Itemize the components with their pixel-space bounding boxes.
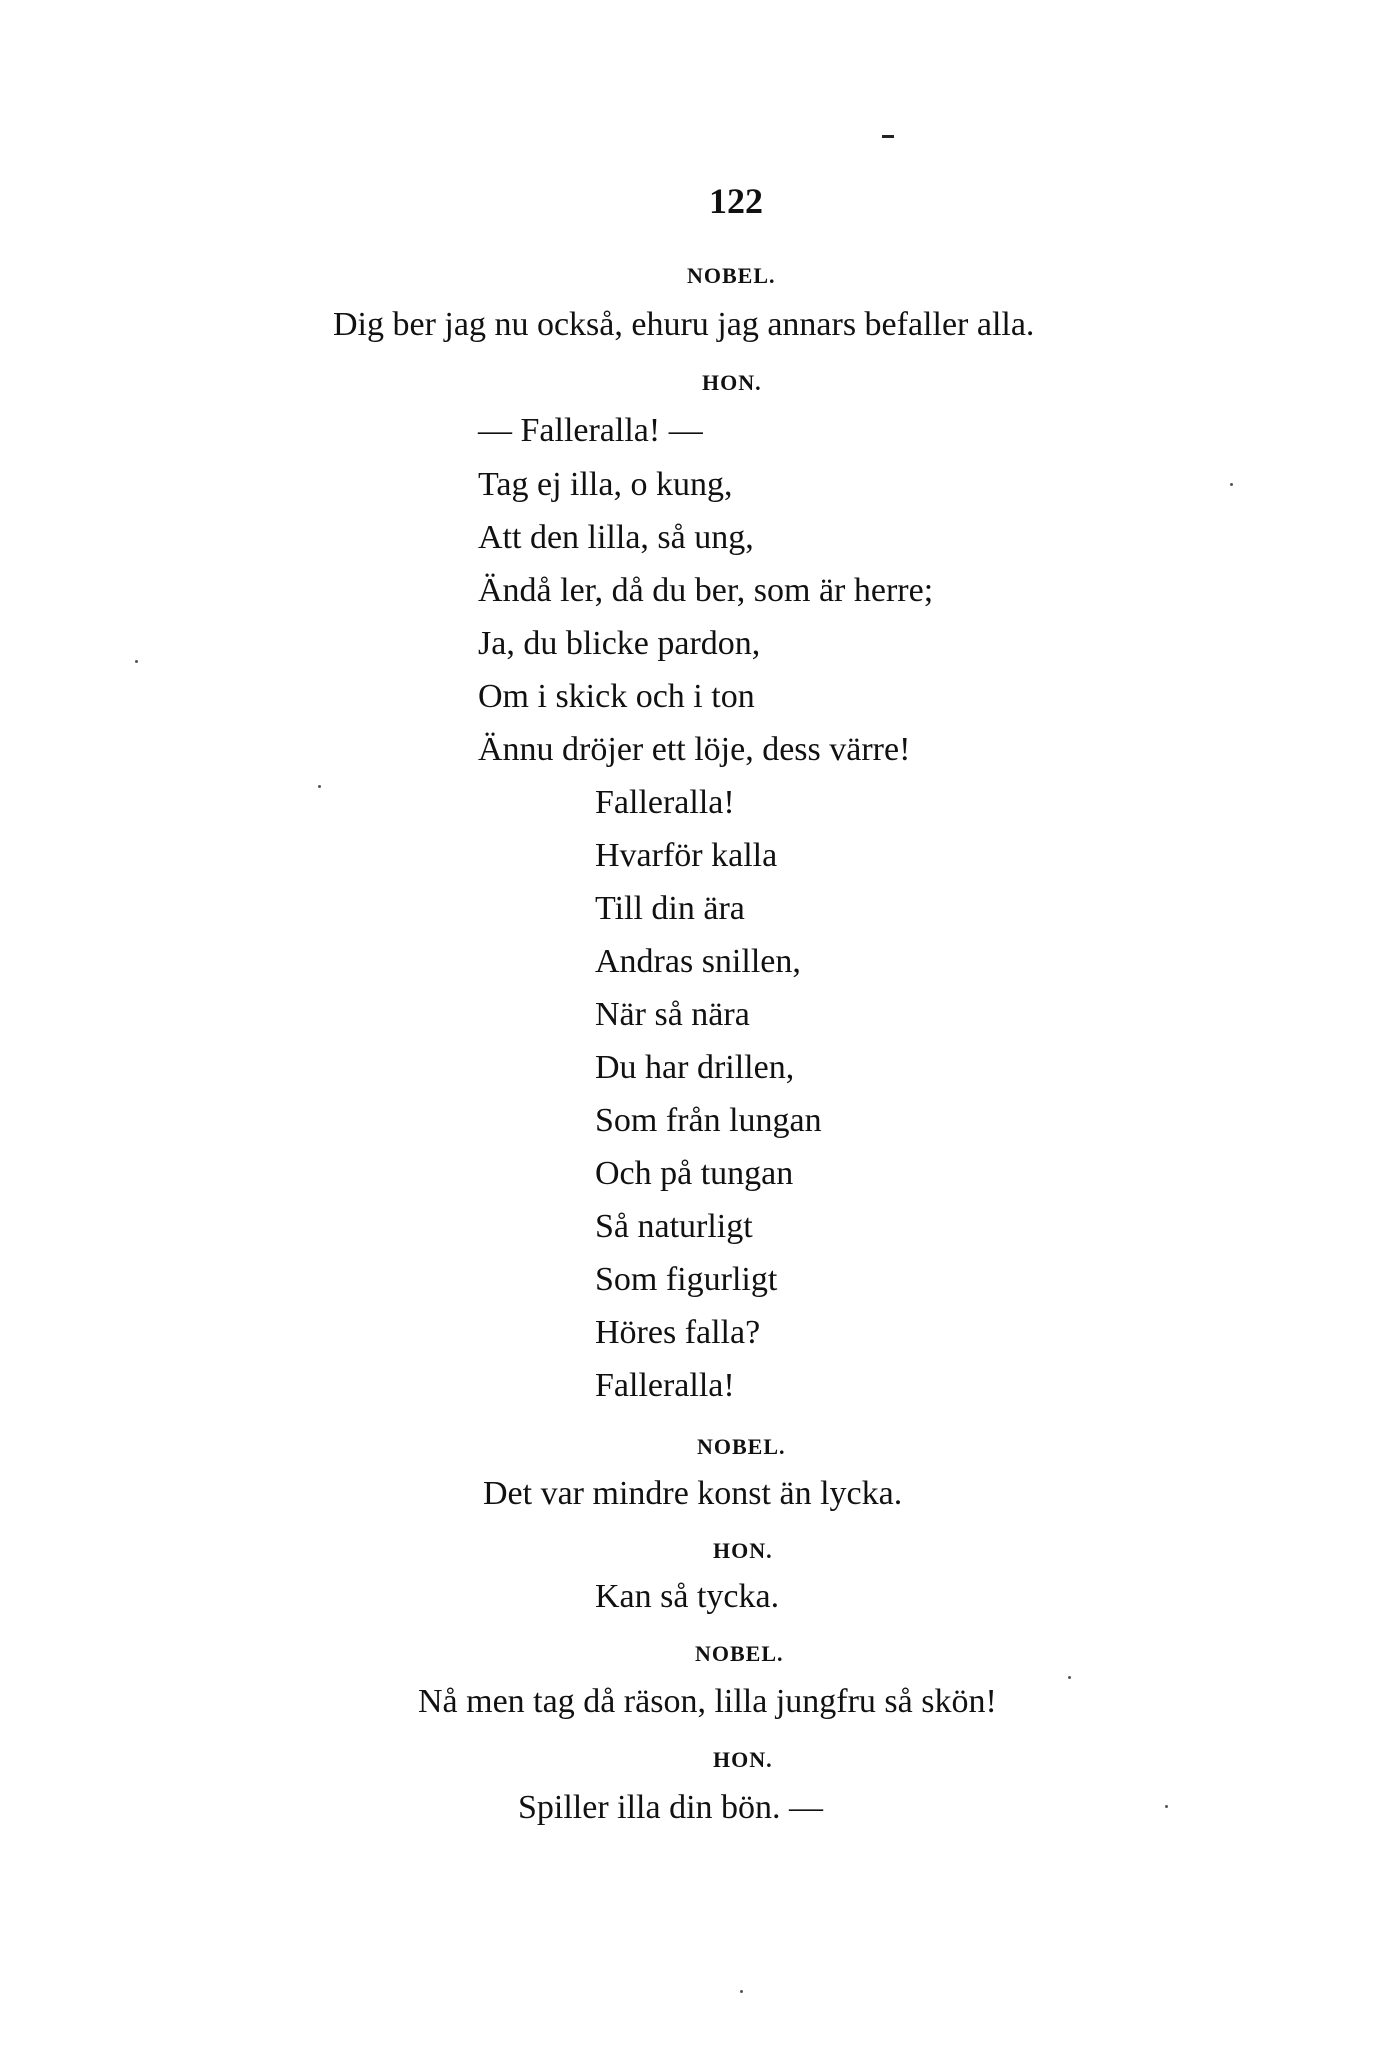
dialogue-line: Nå men tag då räson, lilla jungfru så skön! bbox=[418, 1683, 997, 1720]
speaker-label: NOBEL. bbox=[687, 263, 776, 288]
verse-line: Om i skick och i ton bbox=[478, 678, 755, 715]
speaker-label: HON. bbox=[702, 370, 762, 395]
verse-line: — Falleralla! — bbox=[478, 412, 703, 449]
verse-line: Till din ära bbox=[595, 890, 745, 927]
verse-line: Falleralla! bbox=[595, 1367, 735, 1404]
verse-line: Att den lilla, så ung, bbox=[478, 519, 754, 556]
verse-line: Du har drillen, bbox=[595, 1049, 795, 1086]
verse-line: Så naturligt bbox=[595, 1208, 753, 1245]
verse-line: Som från lungan bbox=[595, 1102, 822, 1139]
verse-line: Ännu dröjer ett löje, dess värre! bbox=[478, 731, 911, 768]
paper-speck bbox=[740, 1990, 743, 1993]
dialogue-line: Dig ber jag nu också, ehuru jag annars befaller alla. bbox=[333, 306, 1035, 343]
verse-line: Och på tungan bbox=[595, 1155, 794, 1192]
speaker-label: NOBEL. bbox=[695, 1641, 784, 1666]
verse-line: Tag ej illa, o kung, bbox=[478, 466, 733, 503]
paper-speck bbox=[1230, 483, 1233, 486]
page-number: 122 bbox=[709, 181, 763, 221]
paper-speck bbox=[1068, 1676, 1071, 1679]
paper-speck bbox=[135, 660, 138, 663]
speaker-label: HON. bbox=[713, 1538, 773, 1563]
dialogue-line: Spiller illa din bön. — bbox=[518, 1789, 824, 1826]
dialogue-line: Kan så tycka. bbox=[595, 1578, 780, 1615]
printer-mark bbox=[882, 135, 894, 138]
verse-line: Andras snillen, bbox=[595, 943, 801, 980]
verse-line: Ja, du blicke pardon, bbox=[478, 625, 761, 662]
paper-speck bbox=[1165, 1805, 1168, 1808]
dialogue-line: Det var mindre konst än lycka. bbox=[483, 1475, 903, 1512]
verse-line: Som figurligt bbox=[595, 1261, 778, 1298]
speaker-label: HON. bbox=[713, 1747, 773, 1772]
verse-line: Höres falla? bbox=[595, 1314, 761, 1351]
speaker-label: NOBEL. bbox=[697, 1434, 786, 1459]
verse-line: Hvarför kalla bbox=[595, 837, 778, 874]
verse-line: Ändå ler, då du ber, som är herre; bbox=[478, 572, 934, 609]
verse-line: När så nära bbox=[595, 996, 750, 1033]
paper-speck bbox=[318, 785, 321, 788]
verse-line: Falleralla! bbox=[595, 784, 735, 821]
